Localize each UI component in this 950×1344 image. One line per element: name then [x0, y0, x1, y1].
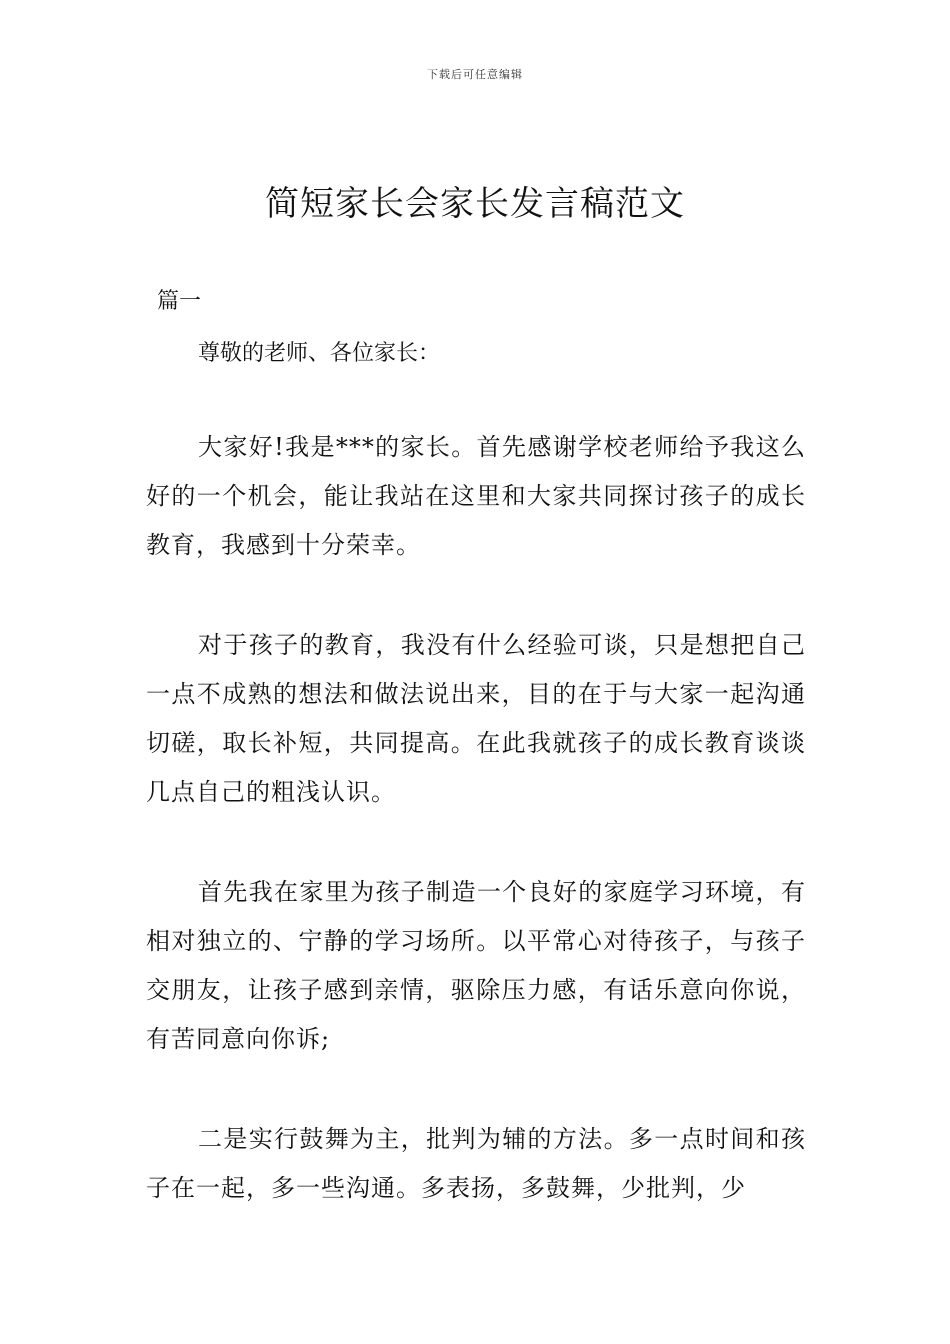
header-note: 下载后可任意编辑: [427, 68, 523, 81]
paragraph: 首先我在家里为孩子制造一个良好的家庭学习环境，有相对独立的、宁静的学习场所。以平常心对待孩子，与孩子交朋友，让孩子感到亲情，驱除压力感，有话乐意向你说，有苦同意向你诉;: [146, 878, 806, 1053]
salutation: 尊敬的老师、各位家长：: [198, 341, 441, 366]
paragraph: 二是实行鼓舞为主，批判为辅的方法。多一点时间和孩子在一起，多一些沟通。多表扬，多鼓舞，少批判，少: [146, 1125, 806, 1202]
paragraph: 对于孩子的教育，我没有什么经验可谈，只是想把自己一点不成熟的想法和做法说出来，目的在于与大家一起沟通切磋，取长补短，共同提高。在此我就孩子的成长教育谈谈几点自己的粗浅认识。: [146, 631, 806, 806]
document-title: 简短家长会家长发言稿范文: [265, 184, 685, 224]
section-label: 篇一: [157, 289, 202, 314]
paragraph: 大家好!我是***的家长。首先感谢学校老师给予我这么好的一个机会，能让我站在这里和大家共同探讨孩子的成长教育，我感到十分荣幸。: [146, 433, 806, 559]
